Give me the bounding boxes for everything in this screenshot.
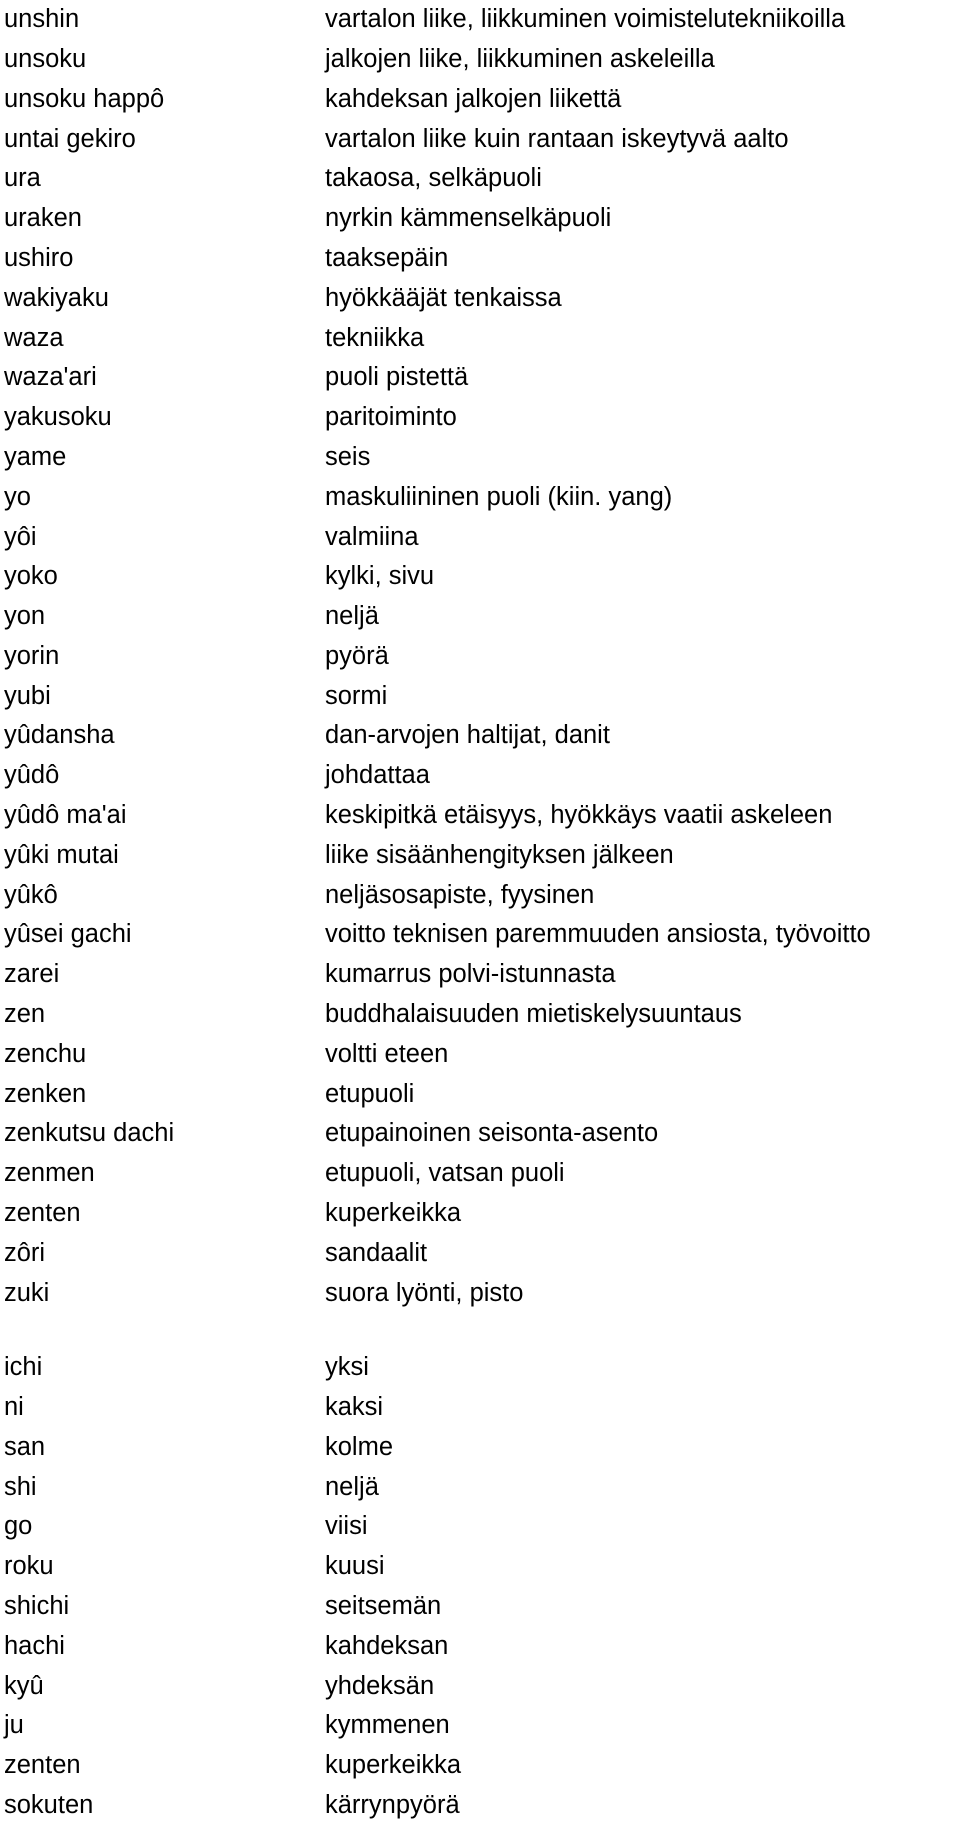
glossary-term: ju <box>4 1711 24 1740</box>
glossary-definition: sormi <box>325 681 388 710</box>
glossary-definition: sandaalit <box>325 1238 428 1267</box>
glossary-row <box>0 915 960 955</box>
glossary-term: ni <box>4 1392 24 1421</box>
glossary-numbers-list <box>0 1348 960 1826</box>
glossary-row <box>0 1154 960 1194</box>
glossary-row <box>0 358 960 398</box>
glossary-definition: johdattaa <box>325 761 430 790</box>
glossary-row <box>0 1666 960 1706</box>
glossary-definition: yksi <box>325 1353 369 1382</box>
glossary-definition: tekniikka <box>325 323 425 352</box>
glossary-term: zenten <box>4 1199 81 1228</box>
glossary-row <box>0 1746 960 1786</box>
glossary-definition: etupuoli, vatsan puoli <box>325 1159 565 1188</box>
glossary-row <box>0 239 960 279</box>
glossary-term: wakiyaku <box>4 283 109 312</box>
glossary-term: sokuten <box>4 1790 94 1819</box>
glossary-row <box>0 995 960 1035</box>
glossary-definition: takaosa, selkäpuoli <box>325 164 542 193</box>
glossary-definition: vartalon liike, liikkuminen voimistelutekniikoilla <box>325 5 846 34</box>
glossary-row <box>0 756 960 796</box>
glossary-row <box>0 199 960 239</box>
glossary-row <box>0 1507 960 1547</box>
glossary-row <box>0 1114 960 1154</box>
glossary-row <box>0 517 960 557</box>
glossary-definition: kuperkeikka <box>325 1199 462 1228</box>
glossary-definition: etupainoinen seisonta-asento <box>325 1119 659 1148</box>
glossary-term: untai gekiro <box>4 124 136 153</box>
glossary-term: yoko <box>4 562 58 591</box>
glossary-row <box>0 398 960 438</box>
glossary-term: yôi <box>4 522 37 551</box>
glossary-definition: yhdeksän <box>325 1671 435 1700</box>
glossary-definition: viisi <box>325 1512 368 1541</box>
glossary-row <box>0 1234 960 1274</box>
glossary-row <box>0 955 960 995</box>
glossary-term: go <box>4 1512 33 1541</box>
glossary-term: unsoku <box>4 44 87 73</box>
glossary-row <box>0 159 960 199</box>
glossary-term: waza'ari <box>4 363 97 392</box>
glossary-row <box>0 1348 960 1388</box>
glossary-definition: neljäsosapiste, fyysinen <box>325 880 595 909</box>
glossary-row <box>0 1587 960 1627</box>
glossary-term: yakusoku <box>4 403 112 432</box>
glossary-definition: dan-arvojen haltijat, danit <box>325 721 610 750</box>
glossary-term: zenmen <box>4 1159 95 1188</box>
glossary-definition: nyrkin kämmenselkäpuoli <box>325 204 612 233</box>
glossary-row <box>0 119 960 159</box>
glossary-term: roku <box>4 1552 54 1581</box>
glossary-term: zenkutsu dachi <box>4 1119 175 1148</box>
glossary-row <box>0 40 960 80</box>
glossary-row <box>0 637 960 677</box>
glossary-row <box>0 1428 960 1468</box>
glossary-definition: puoli pistettä <box>325 363 469 392</box>
glossary-row <box>0 0 960 40</box>
glossary-definition: kumarrus polvi-istunnasta <box>325 960 616 989</box>
glossary-definition: maskuliininen puoli (kiin. yang) <box>325 482 673 511</box>
glossary-term: kyû <box>4 1671 44 1700</box>
glossary-definition: neljä <box>325 1472 379 1501</box>
glossary-term: zenken <box>4 1079 87 1108</box>
glossary-definition: liike sisäänhengityksen jälkeen <box>325 840 674 869</box>
glossary-term: yûdô <box>4 761 60 790</box>
glossary-term: zarei <box>4 960 60 989</box>
glossary-definition: paritoiminto <box>325 403 457 432</box>
glossary-definition: hyökkääjät tenkaissa <box>325 283 562 312</box>
glossary-term: zen <box>4 1000 46 1029</box>
glossary-definition: neljä <box>325 602 379 631</box>
glossary-term: yûki mutai <box>4 840 119 869</box>
glossary-term: yame <box>4 442 67 471</box>
glossary-term: ichi <box>4 1353 43 1382</box>
glossary-row <box>0 1467 960 1507</box>
glossary-term: yo <box>4 482 31 511</box>
glossary-definition: etupuoli <box>325 1079 415 1108</box>
glossary-row <box>0 796 960 836</box>
glossary-definition: jalkojen liike, liikkuminen askeleilla <box>325 44 715 73</box>
glossary-definition: buddhalaisuuden mietiskelysuuntaus <box>325 1000 742 1029</box>
glossary-definition: kaksi <box>325 1392 384 1421</box>
glossary-row <box>0 1194 960 1234</box>
glossary-row <box>0 557 960 597</box>
glossary-term: unshin <box>4 5 80 34</box>
glossary-term: san <box>4 1432 46 1461</box>
glossary-term: yubi <box>4 681 51 710</box>
glossary-row <box>0 1035 960 1075</box>
glossary-term: yorin <box>4 641 60 670</box>
glossary-definition: kymmenen <box>325 1711 450 1740</box>
glossary-term: yûsei gachi <box>4 920 132 949</box>
glossary-definition: kylki, sivu <box>325 562 435 591</box>
glossary-row <box>0 1075 960 1115</box>
glossary-row <box>0 1706 960 1746</box>
glossary-definition: pyörä <box>325 641 389 670</box>
glossary-row <box>0 876 960 916</box>
glossary-definition: kahdeksan jalkojen liikettä <box>325 84 622 113</box>
glossary-definition: suora lyönti, pisto <box>325 1278 524 1307</box>
glossary-row <box>0 1274 960 1314</box>
glossary-term: shi <box>4 1472 37 1501</box>
glossary-term: zenchu <box>4 1039 87 1068</box>
glossary-row <box>0 1786 960 1826</box>
glossary-row <box>0 1627 960 1667</box>
glossary-term: zuki <box>4 1278 50 1307</box>
glossary-definition: taaksepäin <box>325 243 449 272</box>
glossary-row <box>0 318 960 358</box>
glossary-term: hachi <box>4 1631 65 1660</box>
glossary-term: yûkô <box>4 880 58 909</box>
glossary-definition: kärrynpyörä <box>325 1790 460 1819</box>
glossary-definition: valmiina <box>325 522 419 551</box>
glossary-term: zenten <box>4 1751 81 1780</box>
glossary-row <box>0 836 960 876</box>
glossary-definition: kuusi <box>325 1552 385 1581</box>
glossary-term: uraken <box>4 204 82 233</box>
glossary-term: waza <box>4 323 64 352</box>
glossary-definition: seitsemän <box>325 1591 442 1620</box>
glossary-term: yûdô ma'ai <box>4 801 127 830</box>
glossary-definition: voitto teknisen paremmuuden ansiosta, työvoitto <box>325 920 871 949</box>
glossary-definition: kolme <box>325 1432 394 1461</box>
glossary-row <box>0 716 960 756</box>
glossary-term: ushiro <box>4 243 74 272</box>
glossary-row <box>0 80 960 120</box>
glossary-term: yon <box>4 602 46 631</box>
glossary-definition: kuperkeikka <box>325 1751 462 1780</box>
glossary-definition: vartalon liike kuin rantaan iskeytyvä aalto <box>325 124 789 153</box>
glossary-row <box>0 677 960 717</box>
glossary-definition: voltti eteen <box>325 1039 449 1068</box>
glossary-row <box>0 438 960 478</box>
glossary-term: zôri <box>4 1238 46 1267</box>
glossary-row <box>0 478 960 518</box>
glossary-row <box>0 1547 960 1587</box>
glossary-definition: keskipitkä etäisyys, hyökkäys vaatii askeleen <box>325 801 833 830</box>
glossary-term: unsoku happô <box>4 84 165 113</box>
glossary-definition: seis <box>325 442 371 471</box>
glossary-row <box>0 279 960 319</box>
glossary-term: shichi <box>4 1591 70 1620</box>
glossary-row <box>0 597 960 637</box>
glossary-term: yûdansha <box>4 721 115 750</box>
glossary-term: ura <box>4 164 41 193</box>
glossary-row <box>0 1388 960 1428</box>
glossary-definition: kahdeksan <box>325 1631 449 1660</box>
